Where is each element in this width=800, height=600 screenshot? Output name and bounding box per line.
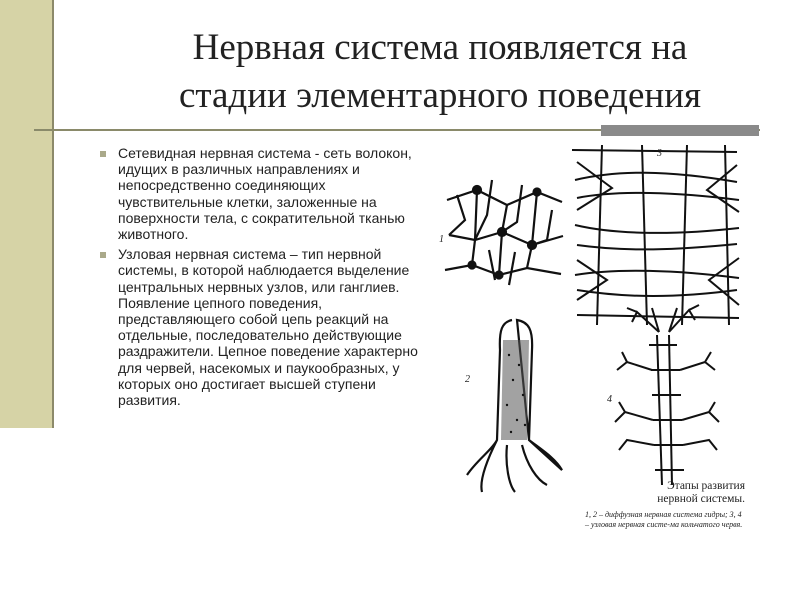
bullet-list [100,145,418,412]
figure-label-2: 2 [465,374,470,385]
bullet-square-icon [100,151,106,157]
slide-title-line-1: Нервная система появляется на [192,27,688,68]
title-divider-accent [601,125,759,136]
figure-label-1: 1 [439,234,444,245]
figure-label-4: 4 [607,394,612,405]
caption-title-line-2: нервной системы. [657,493,745,505]
bullet-item-nodal-system [100,246,418,408]
annelid-ladder-drawing [615,305,719,485]
figure-caption [585,480,745,529]
caption-title-line-1: Этапы развития [667,480,745,492]
decorative-sidebar [0,0,52,428]
diffuse-network-drawing [445,180,563,285]
nodal-network-drawing [572,145,739,325]
bullet-square-icon [100,252,106,258]
caption-title [585,480,745,506]
bullet-item-net-system [100,145,418,242]
bullet-text: Узловая нервная система – тип нервной системы, в которой наблюдается выделение центральных нервных узлов, или ганглиев. Появление цепного поведения, представляющего собой цепь реакций на отдельные, последовательно действующие раздражители. Цепное поведение характерно для червей, насекомых и паукообразных, у которых оно достигает высшей ступени развития. [118,246,418,409]
sidebar-edge-line [52,0,54,428]
figure-label-3: 3 [657,148,662,159]
slide-title-line-2: стадии элементарного поведения [178,75,702,116]
caption-text: 1, 2 – диффузная нервная система гидры; 3, 4 – узловая нервная систе-ма кольчатого червя. [585,510,743,529]
hydra-drawing [467,320,562,492]
slide-title [120,24,760,120]
bullet-text: Сетевидная нервная система - сеть волокон, идущих в различных направлениях и непосредственно соединяющих чувствительные клетки, заложенные на поверхности тела, с сократительной тканью животного. [118,145,412,243]
